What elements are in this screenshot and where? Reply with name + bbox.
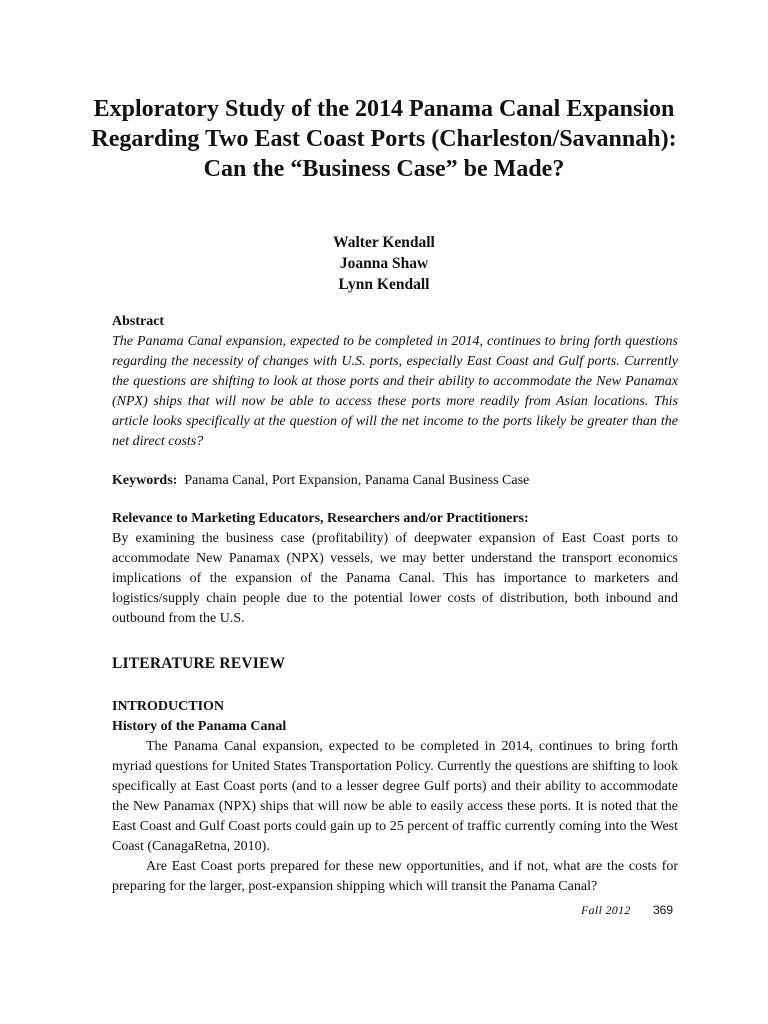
keywords-text: Panama Canal, Port Expansion, Panama Canal Business Case [184,473,530,488]
abstract-text: The Panama Canal expansion, expected to be completed in 2014, continues to bring forth questions regarding the necessity of changes with U.S. ports, especially East Coast and Gulf ports. Currently the questions are shifting to look at those ports and their ability to accommodate the New Panamax (NPX) ships that will now be able to access these ports more readily from Asian locations. This article looks specifically at the question of will the net income to the ports likely be greater than the net direct costs? [112,334,678,449]
keywords-label: Keywords [112,473,173,488]
relevance-section [112,509,678,629]
author-name: Lynn Kendall [338,276,430,293]
page-number: 369 [653,903,674,917]
literature-review-heading: LITERATURE REVIEW [112,655,286,672]
author-name: Joanna Shaw [339,255,429,272]
keywords-section: Keywords: Panama Canal, Port Expansion, Panama Canal Business Case [112,473,530,488]
abstract-section [112,312,678,452]
author-name: Walter Kendall [333,234,435,251]
body-paragraph: Are East Coast ports prepared for these new opportunities, and if not, what are the costs for preparing for the larger, post-expansion shipping which will transit the Panama Canal? [112,859,678,894]
abstract-heading: Abstract [112,314,165,329]
author-list [0,232,768,295]
paper-title: Exploratory Study of the 2014 Panama Canal Expansion Regarding Two East Coast Ports (Charleston/Savannah): Can the “Business Case” be Made? [91,96,677,182]
history-heading: History of the Panama Canal [112,719,287,734]
body-paragraph: The Panama Canal expansion, expected to be completed in 2014, continues to bring forth myriad questions for United States Transportation Policy. Currently the questions are shifting to look specifically at East Coast ports (and to a lesser degree Gulf ports) and their ability to accommodate the New Panamax (NPX) ships that will now be able to easily access these ports. It is noted that the East Coast and Gulf Coast ports could gain up to 25 percent of traffic currently coming into the West Coast (CanagaRetna, 2010). [112,739,678,854]
page-footer [0,901,768,921]
issue-season: Fall 2012 [581,903,631,917]
relevance-heading: Relevance to Marketing Educators, Researchers and/or Practitioners: [112,511,529,526]
literature-review-heading-block [112,654,678,674]
introduction-heading: INTRODUCTION [112,699,225,714]
introduction-section [112,697,678,897]
relevance-text: By examining the business case (profitability) of deepwater expansion of East Coast ports to accommodate New Panamax (NPX) vessels, we may better understand the transport economics implications of the expansion of the Panama Canal. This has importance to marketers and logistics/supply chain people due to the potential lower costs of distribution, both inbound and outbound from the U.S. [112,531,678,626]
